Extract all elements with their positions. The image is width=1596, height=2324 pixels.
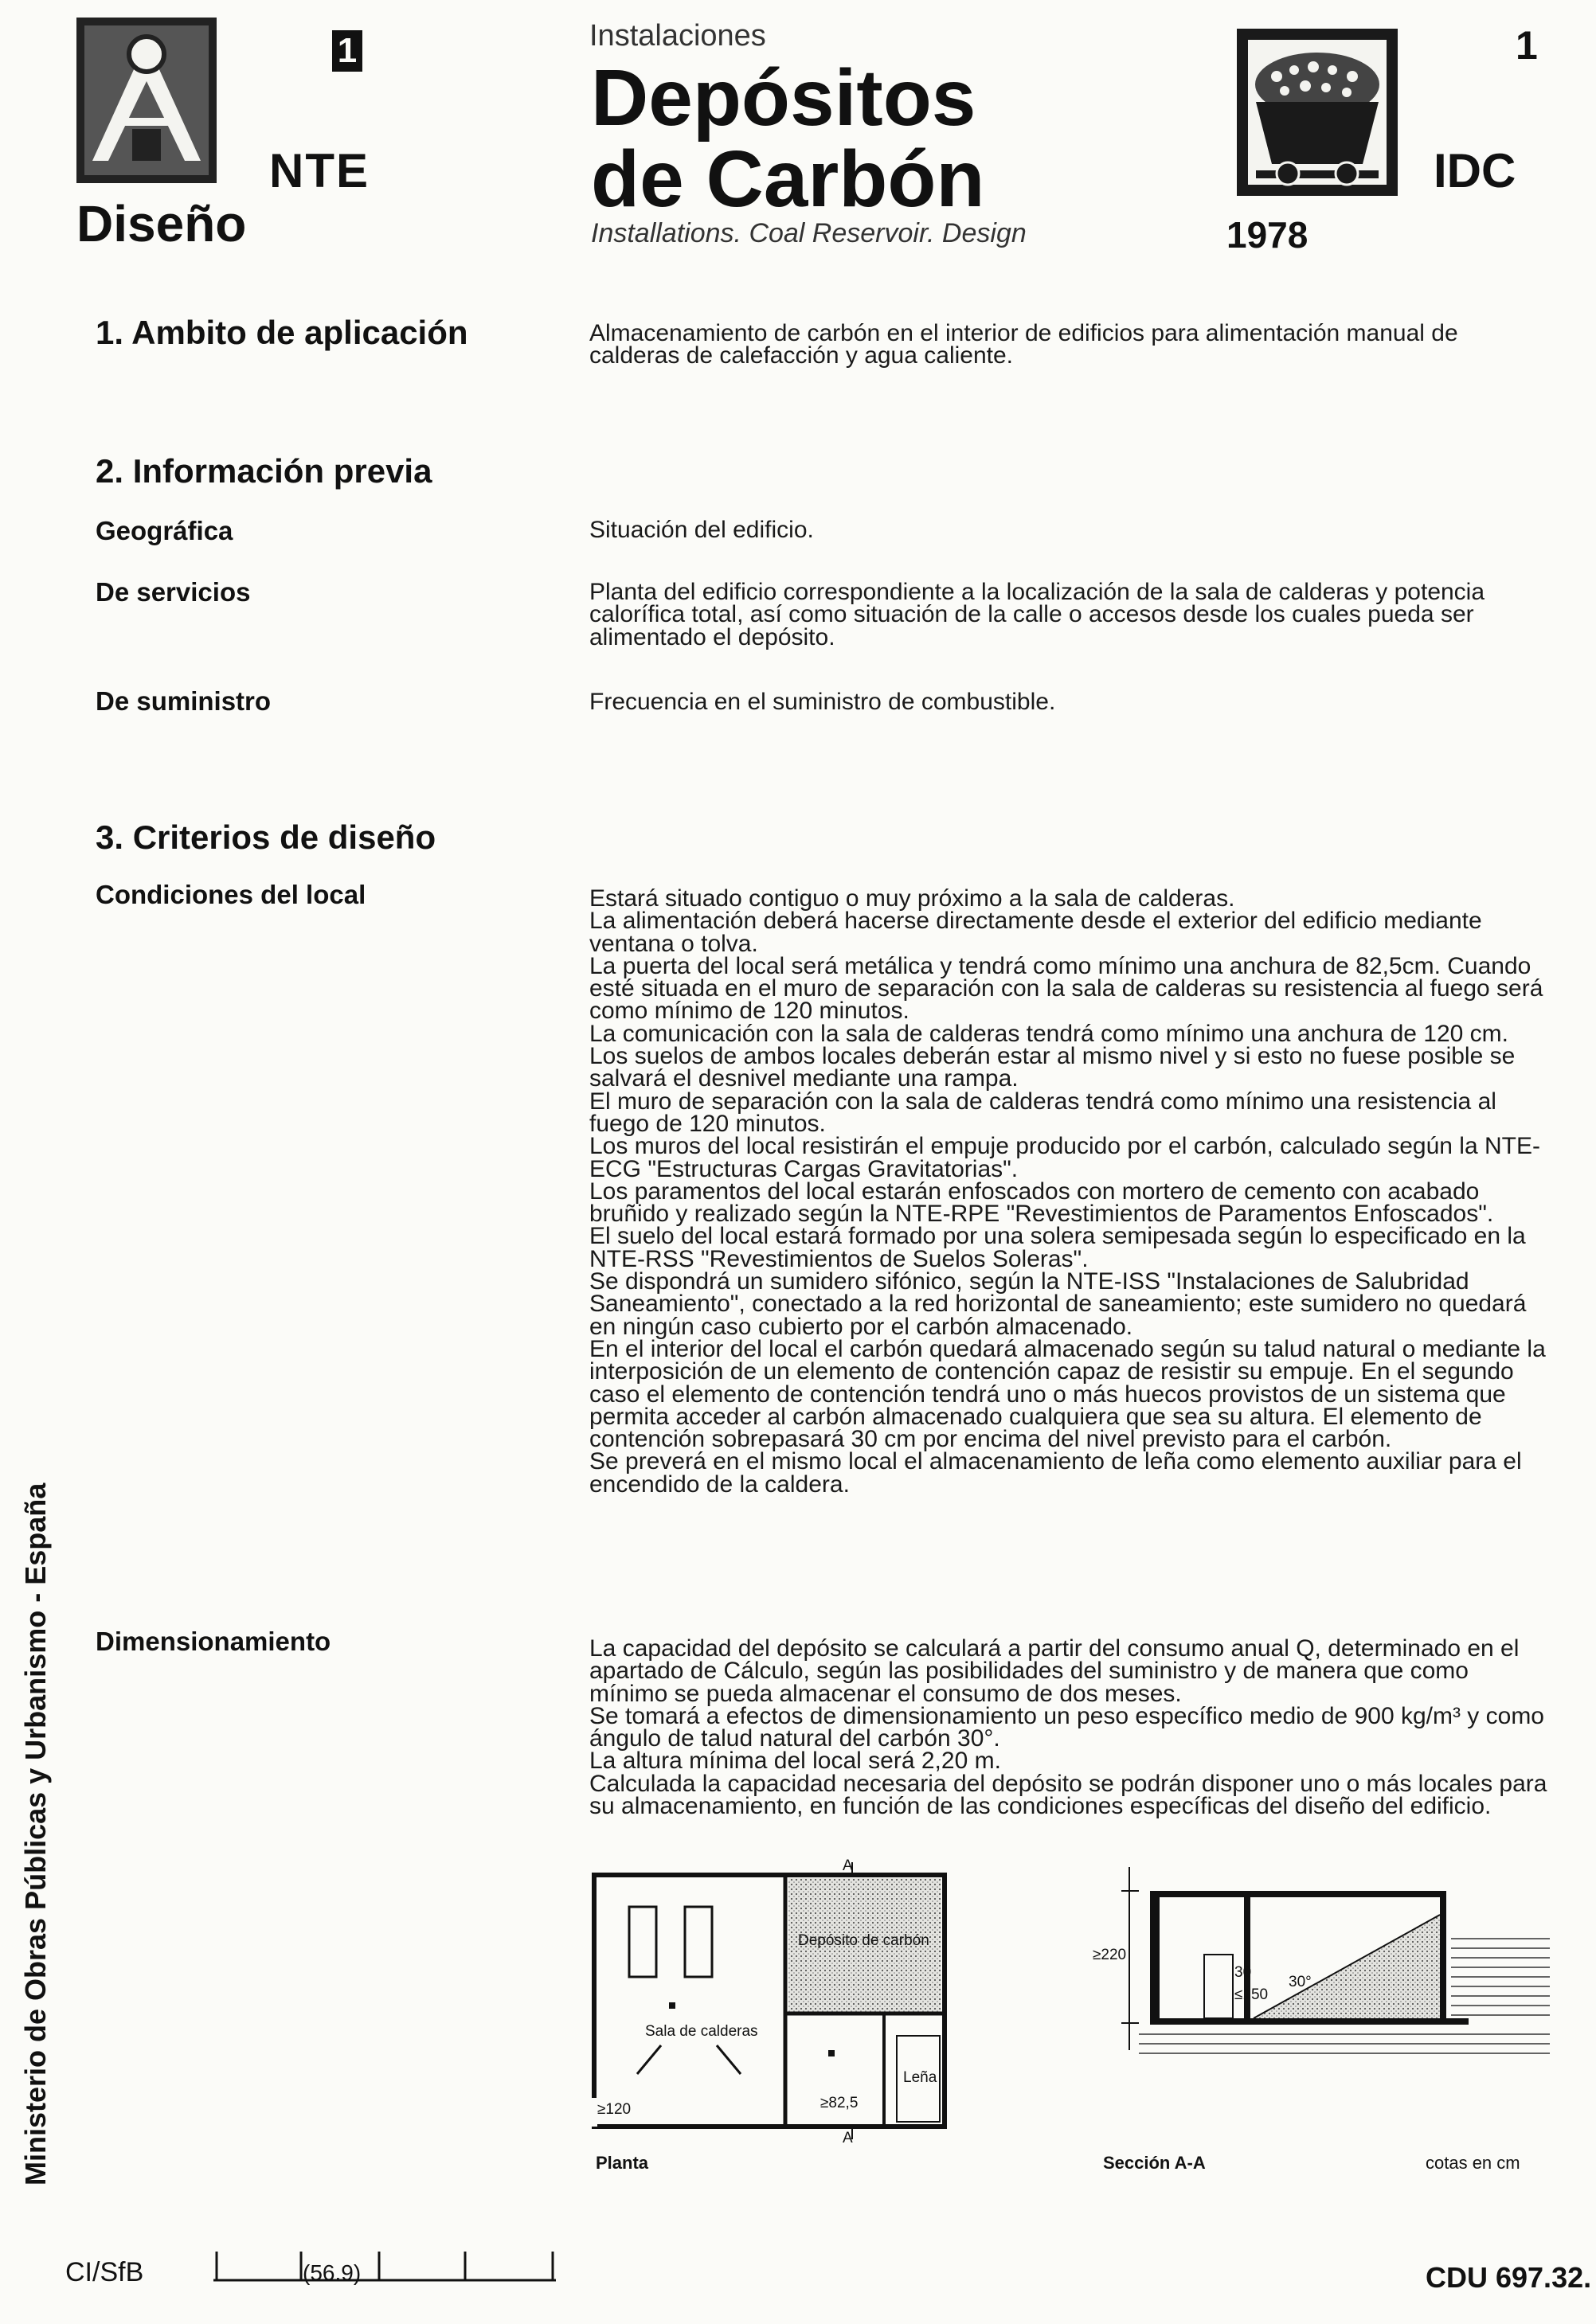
condiciones-paragraph: El muro de separación con la sala de calderas tendrá como mínimo una resistencia al fuego de 120 minutos. [589,1088,1496,1137]
section-2-heading: 2. Información previa [96,452,432,490]
nte-label: NTE [269,144,370,197]
condiciones-paragraph: Se dispondrá un sumidero sifónico, según la NTE-ISS "Instalaciones de Salubridad Saneamiento", conectado a la red horizontal de saneamiento; este sumidero no quedará en ningún caso cubierto por el carbón almacenado. [589,1268,1527,1340]
suministro-text: Frecuencia en el suministro de combustible. [589,689,1056,715]
ministry-side-text: Ministerio de Obras Públicas y Urbanismo - España [19,1482,52,2185]
cisfb-value: (56.9) [303,2260,362,2285]
dimensionamiento-paragraph: Se tomará a efectos de dimensionamiento un peso específico medio de 900 kg/m³ y como ángulo de talud natural del carbón 30°. [589,1702,1544,1752]
dimensionamiento-text [589,1635,1549,1820]
title-line-2: de Carbón [591,135,985,224]
cut-marker-top: A [843,1859,853,1874]
condiciones-paragraph: Los muros del local resistirán el empuje producido por el carbón, calculado según la NTE-ECG "Estructuras Cargas Gravitatorias". [589,1133,1540,1182]
servicios-label: De servicios [96,577,251,607]
dim-30-label: 30 [1234,1964,1252,1981]
servicios-text: Planta del edificio correspondiente a la localización de la sala de calderas y potencia calorífica total, así como situación de la calle o accesos desde los cuales pueda ser alimentado el depósito. [589,579,1485,650]
condiciones-text [589,885,1549,1498]
geografica-label: Geográfica [96,516,233,545]
dim-150-label: ≤150 [1234,1986,1269,2003]
section-1-text: Almacenamiento de carbón en el interior de edificios para alimentación manual de calderas de calefacción y agua caliente. [589,320,1458,369]
condiciones-paragraph: Estará situado contiguo o muy próximo a la sala de calderas. [589,885,1235,912]
subject-label: Instalaciones [589,19,766,53]
code-label: IDC [1434,144,1516,197]
cisfb-classification-table [213,2245,556,2285]
section-caption: Sección A-A [1103,2153,1206,2173]
geografica-text: Situación del edificio. [589,517,814,543]
plan-diagram [589,1859,956,2146]
sala-calderas-label: Sala de calderas [645,2023,758,2040]
condiciones-label: Condiciones del local [96,880,366,909]
dim-82-label: ≥82,5 [820,2095,859,2111]
dim-220-label: ≥220 [1093,1947,1127,1963]
lena-label: Leña [903,2069,937,2086]
nte-number-badge: 1 [332,30,362,72]
dimensionamiento-paragraph: La altura mínima del local será 2,20 m. [589,1748,1001,1775]
deposito-label: Depósito de carbón [798,1932,929,1949]
cisfb-label: CI/SfB [65,2257,144,2287]
section-label: Diseño [76,195,247,252]
dimensionamiento-label: Dimensionamiento [96,1627,331,1656]
cdu-code: CDU 697.32. [1426,2261,1592,2294]
section-1-heading: 1. Ambito de aplicación [96,314,468,351]
year: 1978 [1226,214,1308,256]
english-title: Installations. Coal Reservoir. Design [591,218,1027,248]
cut-marker-bottom: A [843,2130,853,2146]
plan-caption: Planta [596,2153,649,2173]
angle-label: 30° [1289,1974,1312,1990]
units-note: cotas en cm [1426,2153,1520,2173]
dim-120-label: ≥120 [597,2101,632,2118]
suministro-label: De suministro [96,686,272,716]
section-3-heading: 3. Criterios de diseño [96,818,436,856]
condiciones-paragraph: El suelo del local estará formado por una solera semipesada según lo especificado en la NTE-RSS "Revestimientos de Suelos Soleras". [589,1223,1526,1272]
title-line-1: Depósitos [591,53,976,143]
condiciones-paragraph: Se preverá en el mismo local el almacenamiento de leña como elemento auxiliar para el encendido de la caldera. [589,1448,1522,1498]
nte-logo [76,18,217,183]
sheet-number: 1 [1516,23,1538,68]
condiciones-paragraph: Los paramentos del local estarán enfoscados con mortero de cemento con acabado bruñido y realizado según la NTE-RPE "Revestimientos de Paramentos Enfoscados". [589,1178,1494,1228]
section-diagram [1091,1859,1553,2058]
dimensionamiento-paragraph: Calculada la capacidad necesaria del depósito se podrán disponer uno o más locales para su almacenamiento, en función de las condiciones específicas del diseño del edificio. [589,1770,1547,1820]
coal-cart-icon [1237,29,1398,196]
condiciones-paragraph: La puerta del local será metálica y tendrá como mínimo una anchura de 82,5cm. Cuando esté situada en el muro de separación con la sala de calderas su resistencia al fuego será como mínimo de 120 minutos. [589,952,1543,1025]
condiciones-paragraph: La comunicación con la sala de calderas tendrá como mínimo una anchura de 120 cm. Los suelos de ambos locales deberán estar al mismo nivel y si esto no fuese posible se salvará el desnivel mediante una rampa. [589,1020,1516,1092]
condiciones-paragraph: En el interior del local el carbón quedará almacenado según su talud natural o mediante la interposición de un elemento de contención capaz de resistir su empuje. En el segundo caso el elemento de contención tendrá uno o más huecos provistos de un sistema que permita acceder al carbón almacenado cualquiera que sea su altura. El elemento de contención sobrepasará 30 cm por encima del nivel previsto para el carbón. [589,1335,1546,1453]
condiciones-paragraph: La alimentación deberá hacerse directamente desde el exterior del edificio mediante ventana o tolva. [589,908,1482,957]
dimensionamiento-paragraph: La capacidad del depósito se calculará a partir del consumo anual Q, determinado en el apartado de Cálculo, según las posibilidades del suministro y de manera que como mínimo se pueda almacenar el consumo de dos meses. [589,1635,1520,1707]
